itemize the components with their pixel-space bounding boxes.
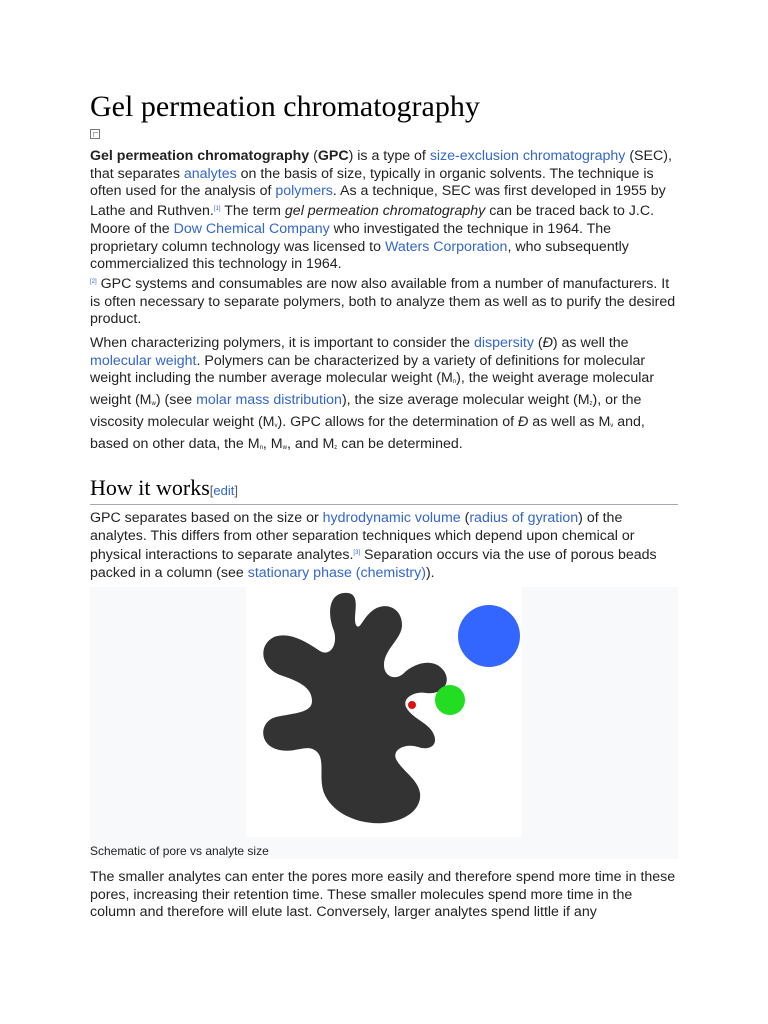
link-size-exclusion-chromatography[interactable]: size-exclusion chromatography bbox=[429, 148, 626, 164]
elution-paragraph: The smaller analytes can enter the pores more easily and therefore spend more time in these pores, increasing their retention time. These smaller molecules spend more time in the column and therefore will elute last. Conversely, larger analytes spend little if any bbox=[90, 869, 676, 921]
text: ), or the viscosity molecular weight (M bbox=[90, 392, 642, 430]
bracket: [ bbox=[209, 483, 214, 498]
large-analyte-circle bbox=[458, 605, 520, 667]
text: can be traced back to J.C. Moore of the bbox=[90, 203, 655, 237]
subscript: z bbox=[334, 444, 338, 451]
subscript: n bbox=[259, 444, 263, 451]
link-polymers[interactable]: polymers bbox=[275, 183, 333, 200]
text: , who subsequently commercialized this technology in 1964. bbox=[90, 238, 629, 273]
bold-abbr: GPC bbox=[317, 148, 349, 164]
reference-1[interactable]: [1] bbox=[213, 206, 221, 213]
text: as well as M bbox=[528, 413, 611, 430]
intro-paragraph bbox=[90, 148, 678, 329]
section-heading-how-it-works bbox=[90, 475, 678, 505]
reference-3[interactable]: [3] bbox=[353, 550, 361, 557]
italic-term: gel permeation chromatography bbox=[284, 203, 486, 220]
text: . Polymers can be characterized by a variety of definitions for molecular weight including the number average molecular weight (M bbox=[90, 352, 646, 387]
text: When characterizing polymers, it is important to consider the bbox=[90, 335, 475, 351]
subscript: z bbox=[589, 401, 593, 408]
how-it-works-paragraph bbox=[90, 510, 678, 583]
text: can be determined. bbox=[337, 435, 463, 452]
text: ) as well the bbox=[552, 335, 629, 351]
pore-analyte-schematic[interactable] bbox=[246, 587, 522, 837]
text: ) is a type of bbox=[348, 148, 430, 164]
small-analyte-dot bbox=[408, 701, 416, 709]
text: , and M bbox=[286, 435, 335, 452]
text: , M bbox=[262, 435, 283, 452]
subscript: w bbox=[282, 444, 287, 451]
pore-shape bbox=[263, 593, 447, 823]
bold-term: Gel permeation chromatography bbox=[90, 148, 310, 164]
bracket: ] bbox=[234, 483, 238, 498]
text: ( bbox=[533, 335, 543, 351]
figure-caption: Schematic of pore vs analyte size bbox=[90, 844, 269, 858]
link-dow-chemical[interactable]: Dow Chemical Company bbox=[173, 220, 330, 237]
link-molar-mass-distribution[interactable]: molar mass distribution bbox=[196, 392, 342, 409]
text: ) (see bbox=[155, 392, 197, 409]
link-dispersity[interactable]: dispersity bbox=[474, 335, 534, 351]
subscript: w bbox=[151, 401, 156, 408]
link-stationary-phase[interactable]: stationary phase (chemistry) bbox=[247, 565, 426, 582]
molecular-weight-paragraph bbox=[90, 335, 678, 457]
link-waters-corporation[interactable]: Waters Corporation bbox=[384, 238, 508, 255]
subscript: v bbox=[274, 422, 278, 429]
link-radius-of-gyration[interactable]: radius of gyration bbox=[469, 510, 579, 526]
medium-analyte-circle bbox=[435, 685, 465, 715]
subscript: n bbox=[452, 379, 457, 386]
text: . As a technique, SEC was first developed in 1955 by Lathe and Ruthven. bbox=[90, 183, 666, 220]
text: ). GPC allows for the determination of bbox=[277, 413, 519, 430]
text: who investigated the technique in 1964. The proprietary column technology was licensed to bbox=[90, 220, 612, 255]
reference-2[interactable]: [2] bbox=[90, 278, 97, 285]
text: ) of the analytes. This differs from other separation techniques which depend upon chemical or physical interactions to separate analytes. bbox=[90, 510, 635, 564]
text: on the basis of size, typically in organic solvents. The technique is often used for the analysis of bbox=[90, 165, 654, 200]
text: (SEC), that separates bbox=[90, 148, 672, 182]
subscript: v bbox=[610, 422, 614, 429]
page-title: Gel permeation chromatography bbox=[90, 90, 480, 123]
link-hydrodynamic-volume[interactable]: hydrodynamic volume bbox=[322, 510, 461, 526]
link-molecular-weight[interactable]: molecular weight bbox=[90, 352, 197, 369]
section-title: How it works bbox=[90, 475, 210, 500]
dispersity-symbol: Đ bbox=[518, 413, 529, 430]
text: ( bbox=[460, 510, 470, 526]
edit-section-link[interactable]: edit bbox=[213, 483, 235, 498]
text: Separation occurs via the use of porous beads packed in a column (see bbox=[90, 547, 657, 582]
broken-image-icon[interactable] bbox=[90, 129, 100, 139]
text: The term bbox=[220, 203, 285, 220]
text: GPC separates based on the size or bbox=[90, 510, 323, 526]
dispersity-symbol: Đ bbox=[542, 335, 553, 351]
text: ( bbox=[309, 148, 318, 164]
text: ), the size average molecular weight (M bbox=[341, 392, 590, 409]
text: and, based on other data, the M bbox=[90, 413, 645, 452]
text: GPC systems and consumables are now also available from a number of manufacturers. It is often necessary to separate polymers, both to analyze them as well as to purify the desired product. bbox=[90, 275, 676, 328]
figure-thumbnail bbox=[90, 587, 678, 859]
link-analytes[interactable]: analytes bbox=[183, 165, 237, 182]
text: ). bbox=[425, 565, 435, 582]
text: ), the weight average molecular weight (M bbox=[90, 370, 655, 409]
